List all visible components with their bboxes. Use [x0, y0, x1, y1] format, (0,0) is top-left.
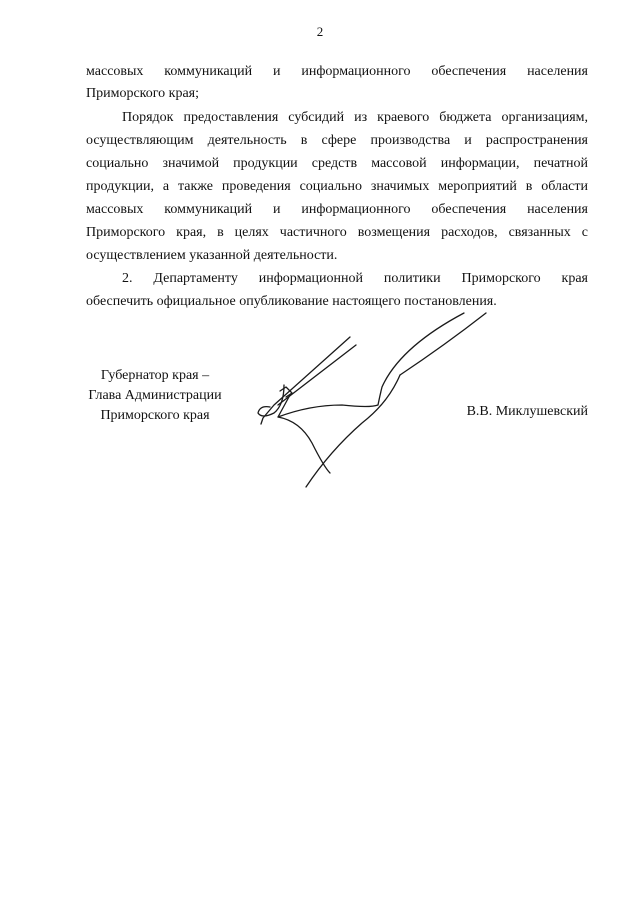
signatory-name: В.В. Миклушевский: [466, 404, 588, 419]
handwritten-signature: [250, 305, 495, 490]
body-line-7: массовых коммуникаций и информационного обеспечения населения: [86, 202, 588, 217]
body-line-3: Порядок предоставления субсидий из краевого бюджета организациям,: [122, 110, 588, 125]
signatory-title: [80, 366, 230, 426]
body-line-5: социально значимой продукции средств массовой информации, печатной: [86, 156, 588, 171]
signatory-title-line-3: Приморского края: [100, 408, 210, 423]
body-line-11: обеспечить официальное опубликование настоящего постановления.: [86, 294, 497, 309]
body-line-1: массовых коммуникаций и информационного обеспечения населения: [86, 64, 588, 79]
body-line-9: осуществлением указанной деятельности.: [86, 248, 338, 263]
body-line-8: Приморского края, в целях частичного возмещения расходов, связанных с: [86, 225, 588, 240]
signatory-title-line-1: Губернатор края –: [100, 368, 210, 383]
body-line-2: Приморского края;: [86, 86, 200, 101]
body-line-4: осуществляющим деятельность в сфере производства и распространения: [86, 133, 588, 148]
signatory-title-line-2: Глава Администрации: [88, 388, 222, 403]
page-number: 2: [316, 24, 324, 39]
body-line-10: 2. Департаменту информационной политики Приморского края: [122, 271, 588, 286]
body-line-6: продукции, а также проведения социально значимых мероприятий в области: [86, 179, 588, 194]
